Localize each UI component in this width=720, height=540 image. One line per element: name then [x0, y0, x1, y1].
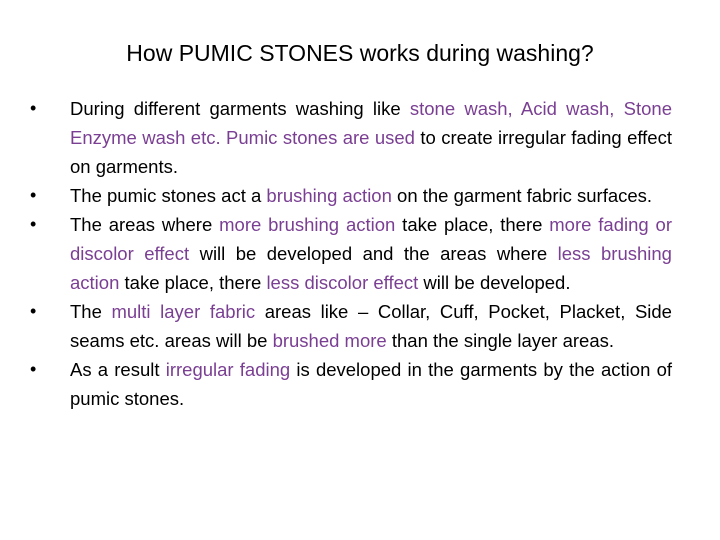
highlighted-text: irregular fading [165, 359, 291, 380]
bullet-dot-icon: • [30, 98, 37, 118]
highlighted-text: brushing action [266, 185, 392, 206]
bullet-text: take place, there [119, 272, 267, 293]
slide-title: How PUMIC STONES works during washing? [126, 40, 594, 66]
bullet-text: The pumic stones act a [70, 185, 267, 206]
bullet-text: The areas where [70, 214, 220, 235]
bullet-dot-icon: • [30, 185, 37, 205]
bullet-text: is developed in the garments by the action of pumic stones. [70, 359, 672, 409]
highlighted-text: more brushing action [219, 214, 396, 235]
highlighted-text: less discolor effect [266, 272, 419, 293]
bullet-text: During different garments washing like [70, 98, 410, 119]
bullet-item [30, 297, 672, 355]
highlighted-text: multi layer fabric [111, 301, 256, 322]
bullet-dot-icon: • [30, 214, 37, 234]
bullet-dot-icon: • [30, 359, 37, 379]
bullet-text: will be developed. [418, 272, 571, 293]
bullet-text: on the garment fabric surfaces. [391, 185, 653, 206]
bullet-item [30, 94, 672, 181]
bullet-item [30, 181, 672, 210]
bullet-text: than the single layer areas. [386, 330, 614, 351]
bullet-item [30, 355, 672, 413]
highlighted-text: more fading or discolor effect [70, 214, 672, 264]
bullet-text: will be developed and the areas where [189, 243, 558, 264]
bullet-text: The [70, 301, 112, 322]
bullet-item [30, 210, 672, 297]
bullet-dot-icon: • [30, 301, 37, 321]
bullet-list [30, 94, 672, 413]
highlighted-text: brushed more [272, 330, 387, 351]
bullet-text: areas like – Collar, Cuff, Pocket, Placket, Side seams etc. areas will be [70, 301, 672, 351]
highlighted-text: less brushing action [70, 243, 672, 293]
bullet-text: to create irregular fading effect on garments. [70, 127, 672, 177]
bullet-text: take place, there [395, 214, 550, 235]
highlighted-text: stone wash, Acid wash, Stone Enzyme wash etc. Pumic stones are used [70, 98, 672, 148]
bullet-text: As a result [70, 359, 166, 380]
